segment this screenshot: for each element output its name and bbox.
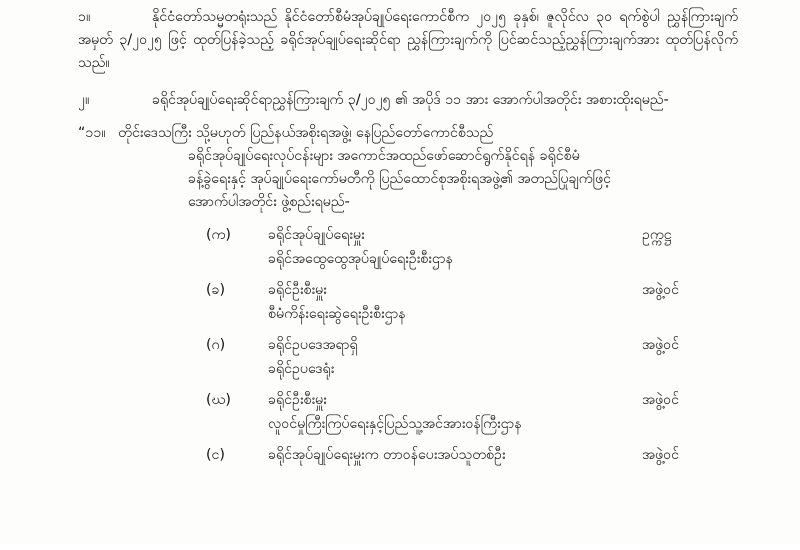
paragraph-1 [78,6,738,75]
quoted-article-line-2: ခရိုင်အုပ်ချုပ်ရေးလုပ်ငန်းများ အကောင်အထည်ဖော်ဆောင်ရွက်နိုင်ရန် ခရိုင်စီမံ [188,148,580,164]
paragraph-2-marker: ၂။ [78,92,90,108]
list-item-role: အဖွဲ့ဝင် [642,337,679,353]
quoted-article-line-4: အောက်ပါအတိုင်း ဖွဲ့စည်းရမည်- [188,194,350,210]
quoted-article-line-1: တိုင်းဒေသကြီး သို့မဟုတ် ပြည်နယ်အစိုးရအဖွဲ့၊ နေပြည်တော်ကောင်စီသည် [118,125,494,141]
quoted-article-first-line [78,122,738,145]
list-item-role: အဖွဲ့ဝင် [642,392,679,408]
list-item-label: (ခ) [206,282,226,298]
list-item [78,389,738,412]
list-item [78,279,738,302]
list-item-subtitle: ခရိုင်ဥပဒေရုံး [268,361,335,377]
list-item-subtitle: လူဝင်မှုကြီးကြပ်ရေးနှင့်ပြည်သူ့အင်အားဝန်ကြီးဌာန [268,416,522,432]
list-item-role: အဖွဲ့ဝင် [642,282,679,298]
list-item [78,224,738,247]
list-item-title: ခရိုင်ဦးစီးမှူး [268,392,327,408]
list-item [78,334,738,357]
paragraph-1-marker: ၁။ [78,9,91,25]
document-body [78,6,738,469]
list-item-role: ဥက္ကဋ္ဌ [642,227,672,243]
quoted-article-marker: “၁၁။ [78,125,106,141]
list-item [78,444,738,467]
list-item-label: (ဃ) [206,392,231,408]
list-item-title: ခရိုင်ဥပဒေအရာရှိ [268,337,358,353]
quoted-article-lines [78,145,738,214]
list-item-role: အဖွဲ့ဝင် [642,447,679,463]
list-item-title: ခရိုင်အုပ်ချုပ်ရေးမှူး [268,227,365,243]
list-item-subtitle: ခရိုင်အထွေထွေအုပ်ချုပ်ရေးဦးစီးဌာန [268,251,453,267]
paragraph-1-text: နိုင်ငံတော်သမ္မတရုံးသည် နိုင်ငံတော်စီမံအုပ်ချုပ်ရေးကောင်စီက ၂၀၂၅ ခုနှစ်၊ ဇူလိုင်လ ၃၀ ရက်စွဲပါ ညွှန်ကြားချက်အမှတ် ၃/၂၀၂၅ ဖြင့် ထုတ်ပြန်ခဲ့သည့် ခရိုင်အုပ်ချုပ်ရေးဆိုင်ရာ ညွှန်ကြားချက်ကို ပြင်ဆင်သည့်ညွှန်ကြားချက်အား ထုတ်ပြန်လိုက်သည်။ [78,9,738,71]
list-item-subtitle: စီမံကိန်းရေးဆွဲရေးဦးစီးဌာန [268,306,406,322]
quoted-article [78,122,738,214]
page-bottom-edge [0,544,800,550]
paragraph-2-text: ခရိုင်အုပ်ချုပ်ရေးဆိုင်ရာညွှန်ကြားချက် ၃/၂၀၂၅ ၏ အပိုဒ် ၁၁ အား အောက်ပါအတိုင်း အစားထိုးရမည်- [152,92,669,108]
list-item-title: ခရိုင်ဦးစီးမှူး [268,282,327,298]
list-item-label: (ဂ) [206,337,226,353]
committee-member-list [78,224,738,467]
paragraph-2 [78,89,738,112]
list-item-title: ခရိုင်အုပ်ချုပ်ရေးမှူးက တာဝန်ပေးအပ်သူတစ်ဦး [268,447,506,463]
quoted-article-line-3: ခန့်ခွဲရေးနှင့် အုပ်ချုပ်ရေးကော်မတီကို ပြည်ထောင်စုအစိုးရအဖွဲ့၏ အတည်ပြုချက်ဖြင့် [188,171,611,187]
list-item-label: (က) [206,227,231,243]
list-item-label: (င) [206,447,225,463]
